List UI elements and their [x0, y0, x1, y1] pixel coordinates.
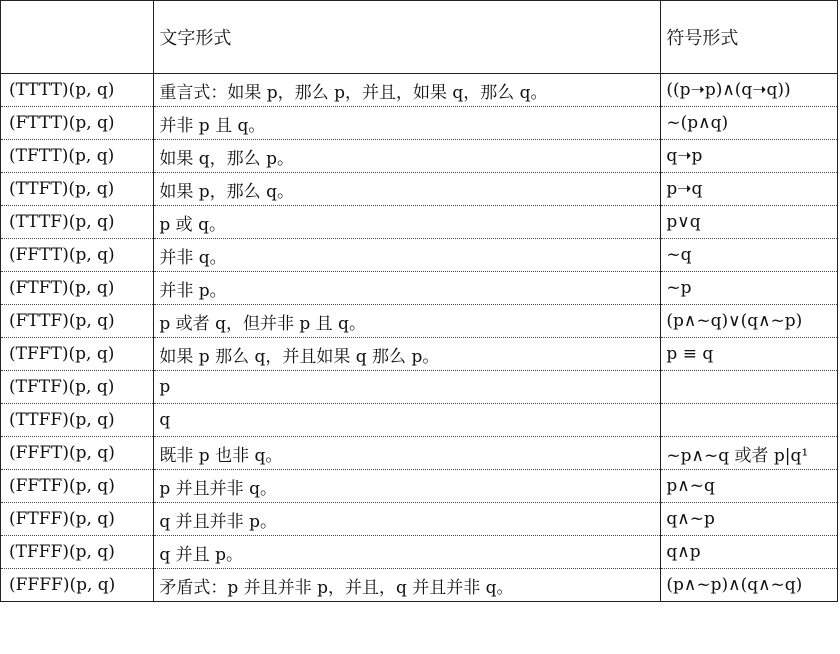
table-row: [1, 74, 838, 107]
header-cell-function: [1, 1, 154, 74]
function-cell: (TTTT)(p, q): [1, 74, 154, 107]
table-row: [1, 536, 838, 569]
text-form-cell: 既非 p 也非 q。: [154, 437, 661, 470]
table-row: [1, 437, 838, 470]
function-cell: (TTFF)(p, q): [1, 404, 154, 437]
table-row: [1, 206, 838, 239]
table-row: [1, 140, 838, 173]
symbol-form-cell: p∨q: [661, 206, 838, 239]
table-row: [1, 569, 838, 602]
symbol-form-cell: [661, 404, 838, 437]
table-row: [1, 371, 838, 404]
function-cell: (TFTF)(p, q): [1, 371, 154, 404]
function-cell: (FTTT)(p, q): [1, 107, 154, 140]
text-form-cell: 如果 p，那么 q。: [154, 173, 661, 206]
text-form-cell: 如果 q，那么 p。: [154, 140, 661, 173]
symbol-form-cell: ~p∧~q 或者 p|q¹: [661, 437, 838, 470]
text-form-cell: p: [154, 371, 661, 404]
function-cell: (TFFF)(p, q): [1, 536, 154, 569]
text-form-cell: p 或 q。: [154, 206, 661, 239]
function-cell: (TFTT)(p, q): [1, 140, 154, 173]
text-form-cell: 矛盾式：p 并且并非 p，并且，q 并且并非 q。: [154, 569, 661, 602]
function-cell: (FFTF)(p, q): [1, 470, 154, 503]
table-row: [1, 305, 838, 338]
table-header-row: [1, 1, 838, 74]
symbol-form-cell: q∧~p: [661, 503, 838, 536]
function-cell: (TFFT)(p, q): [1, 338, 154, 371]
text-form-cell: 并非 p 且 q。: [154, 107, 661, 140]
text-form-cell: 如果 p 那么 q，并且如果 q 那么 p。: [154, 338, 661, 371]
symbol-form-cell: q∧p: [661, 536, 838, 569]
function-cell: (TTFT)(p, q): [1, 173, 154, 206]
function-cell: (FFFT)(p, q): [1, 437, 154, 470]
symbol-form-cell: ~p: [661, 272, 838, 305]
text-form-cell: 并非 p。: [154, 272, 661, 305]
text-form-cell: 重言式：如果 p，那么 p，并且，如果 q，那么 q。: [154, 74, 661, 107]
text-form-cell: q: [154, 404, 661, 437]
text-form-cell: q 并且并非 p。: [154, 503, 661, 536]
function-cell: (FTFT)(p, q): [1, 272, 154, 305]
symbol-form-cell: p➝q: [661, 173, 838, 206]
header-cell-symbol-form: 符号形式: [661, 1, 838, 74]
text-form-cell: 并非 q。: [154, 239, 661, 272]
table-row: [1, 272, 838, 305]
symbol-form-cell: p∧~q: [661, 470, 838, 503]
table-row: [1, 107, 838, 140]
symbol-form-cell: ~(p∧q): [661, 107, 838, 140]
table-row: [1, 173, 838, 206]
function-cell: (FTTF)(p, q): [1, 305, 154, 338]
function-cell: (TTTF)(p, q): [1, 206, 154, 239]
text-form-cell: q 并且 p。: [154, 536, 661, 569]
symbol-form-cell: ~q: [661, 239, 838, 272]
symbol-form-cell: ((p➝p)∧(q➝q)): [661, 74, 838, 107]
function-cell: (FFFF)(p, q): [1, 569, 154, 602]
symbol-form-cell: p ≡ q: [661, 338, 838, 371]
symbol-form-cell: (p∧~q)∨(q∧~p): [661, 305, 838, 338]
symbol-form-cell: q➝p: [661, 140, 838, 173]
table-row: [1, 239, 838, 272]
header-cell-text-form: 文字形式: [154, 1, 661, 74]
table-row: [1, 470, 838, 503]
text-form-cell: p 并且并非 q。: [154, 470, 661, 503]
table-row: [1, 404, 838, 437]
function-cell: (FTFF)(p, q): [1, 503, 154, 536]
symbol-form-cell: [661, 371, 838, 404]
table-row: [1, 338, 838, 371]
text-form-cell: p 或者 q，但并非 p 且 q。: [154, 305, 661, 338]
function-cell: (FFTT)(p, q): [1, 239, 154, 272]
symbol-form-cell: (p∧~p)∧(q∧~q): [661, 569, 838, 602]
table-row: [1, 503, 838, 536]
